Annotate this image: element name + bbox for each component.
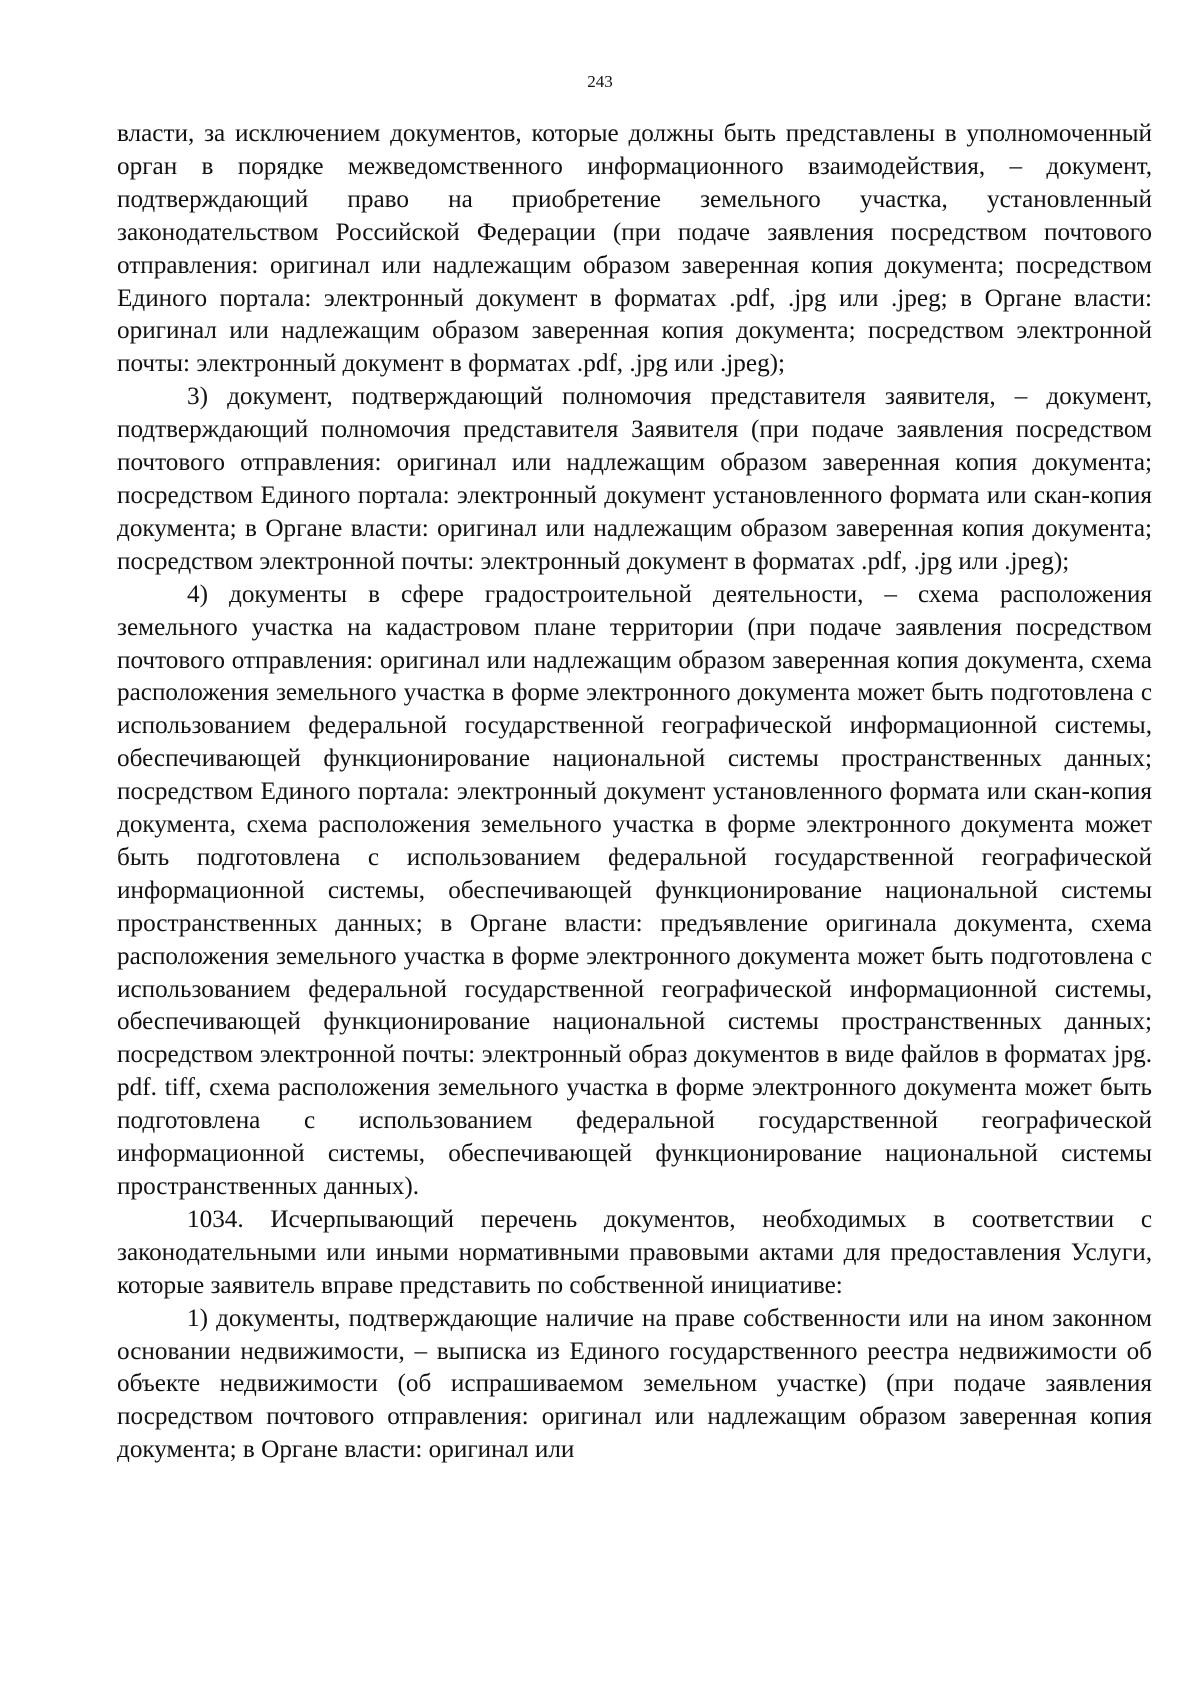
paragraph-1034: 1034. Исчерпывающий перечень документов, необходимых в соответствии с законодательными или иными нормативными правовыми актами для предоставления Услуги, которые заявитель вправе представить по собственной инициативе:	[117, 1205, 1152, 1299]
paragraph-continuation: власти, за исключением документов, которые должны быть представлены в уполномоченный орган в порядке межведомственного информационного взаимодействия, – документ, подтверждающий право на приобретение земельного участка, установленный законодательством Российской Федерации (при подаче заявления посредством почтового отправления: оригинал или надлежащим образом заверенная копия документа; посредством Единого портала: электронный документ в форматах .pdf, .jpg или .jpeg; в Органе власти: оригинал или надлежащим образом заверенная копия документа; посредством электронной почты: электронный документ в форматах .pdf, .jpg или .jpeg);	[117, 120, 1152, 378]
paragraph-item-3: 3) документ, подтверждающий полномочия представителя заявителя, – документ, подтверждающий полномочия представителя Заявителя (при подаче заявления посредством почтового отправления: оригинал или надлежащим образом заверенная копия документа; посредством Единого портала: электронный документ установленного формата или скан-копия документа; в Органе власти: оригинал или надлежащим образом заверенная копия документа; посредством электронной почты: электронный документ в форматах .pdf, .jpg или .jpeg);	[117, 383, 1152, 575]
document-body	[117, 118, 1152, 1467]
page-number: 243	[587, 72, 613, 91]
paragraph-item-4: 4) документы в сфере градостроительной деятельности, – схема расположения земельного участка на кадастровом плане территории (при подаче заявления посредством почтового отправления: оригинал или надлежащим образом заверенная копия документа, схема расположения земельного участка в форме электронного документа может быть подготовлена с использованием федеральной государственной географической информационной системы, обеспечивающей функционирование национальной системы пространственных данных; посредством Единого портала: электронный документ установленного формата или скан-копия документа, схема расположения земельного участка в форме электронного документа может быть подготовлена с использованием федеральной государственной географической информационной системы, обеспечивающей функционирование национальной системы пространственных данных; в Органе власти: предъявление оригинала документа, схема расположения земельного участка в форме электронного документа может быть подготовлена с использованием федеральной государственной географической информационной системы, обеспечивающей функционирование национальной системы пространственных данных; посредством электронной почты: электронный образ документов в виде файлов в форматах jpg. pdf. tiff, схема расположения земельного участка в форме электронного документа может быть подготовлена с использованием федеральной государственной географической информационной системы, обеспечивающей функционирование национальной системы пространственных данных).	[117, 580, 1152, 1200]
paragraph-item-1: 1) документы, подтверждающие наличие на праве собственности или на ином законном основании недвижимости, – выписка из Единого государственного реестра недвижимости об объекте недвижимости (об испрашиваемом земельном участке) (при подаче заявления посредством почтового отправления: оригинал или надлежащим образом заверенная копия документа; в Органе власти: оригинал или	[117, 1304, 1152, 1464]
